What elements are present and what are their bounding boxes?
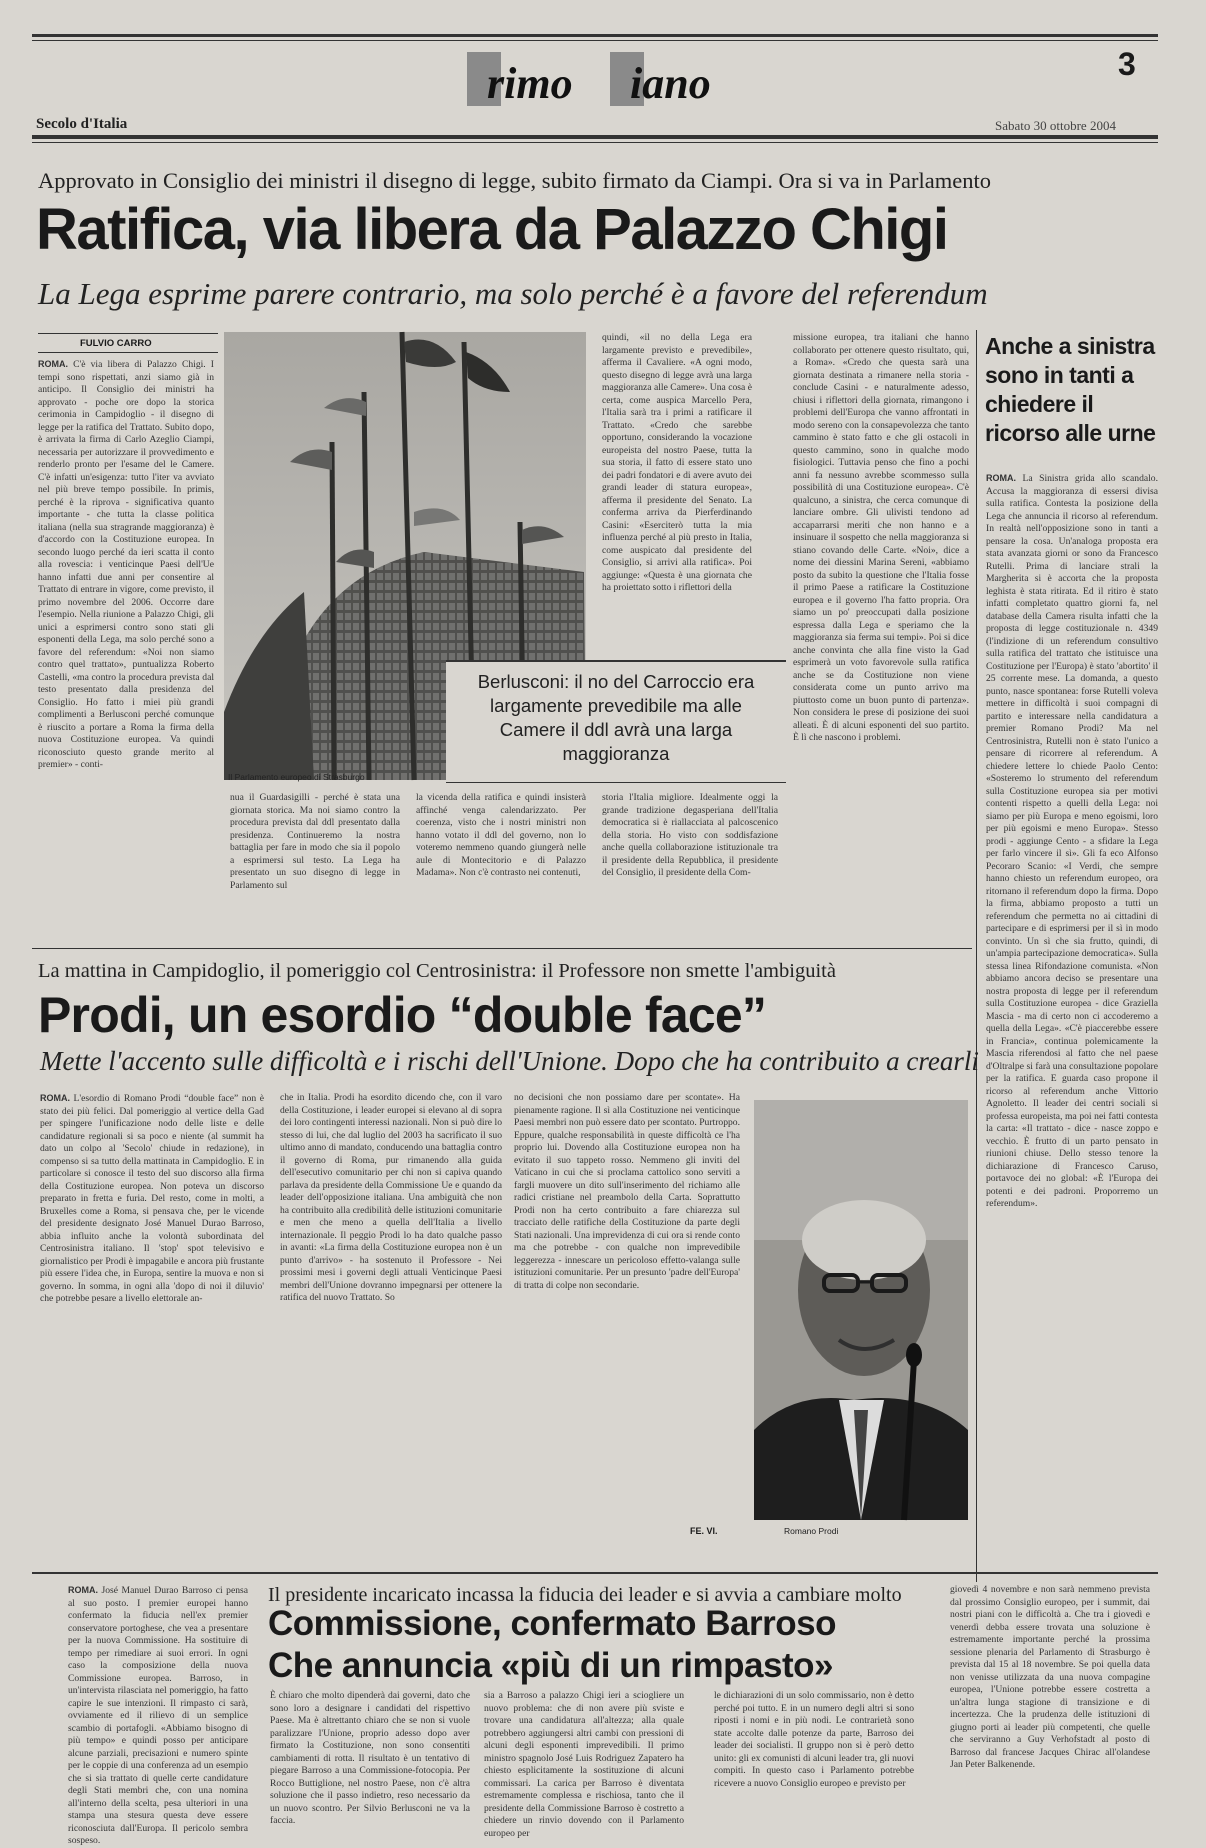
article1-col3-top: quindi, «il no della Lega era largamente previsto e prevedibile», afferma il Cavaliere. «A ogni modo, questo disegno di legge avrà una larga maggioranza alle Camere». Una cosa è certa, come auspica Marcello Pera, l'Italia sarà tra i primi a ratificare il Trattato. «Credo che sarebbe opportuno, considerando la vocazione europeista del nostro Paese, tutta la sua storia, il fatto di essere stato uno dei padri fondatori e di avere avuto dei grandi leader di statura europea», afferma il presidente del Senato. La conferma arriva da Pierferdinando Casini: «Eserciterò tutta la mia influenza perché al più presto in Italia, come auspicato dal presidente del Consiglio, si arrivi alla ratifica». Poi aggiunge: «Questa è una giornata che ha proiettato sotto i riflettori della <box>602 332 752 593</box>
article1-dateline: ROMA. <box>38 359 68 369</box>
section-title-logo <box>465 42 745 108</box>
page-number: 3 <box>1118 46 1136 82</box>
article2-col3: no decisioni che non possiamo dare per scontate». Ha pienamente ragione. Il sì alla Costituzione nei venticinque Paesi membri non può essere dato per scontato. Purtroppo. Eppure, qualche responsabilità in queste difficoltà ce l'ha proprio lui. Dovendo alla Costituzione europea non ha evitato il suo tappeto rosso. Nemmeno gli inviti del Vaticano in cui che si proclama cattolico sono serviti a fargli muovere un dito sull'inserimento del richiamo alle radici cristiane nel preambolo della Carta. Soprattutto Prodi non ha certo contribuito a fare chiarezza sul tracciato delle ratifiche della Costituzione da parte degli Stati nazionali. Una imprevidenza di cui ora si rende conto ma che potrebbe - con qualche non imprevedibile leggerezza - innescare un pericoloso effetto-valanga sulle istituzioni comunitarie. Per un presunto 'padre dell'Europa' di tratta di colpe non secondarie. <box>514 1092 740 1291</box>
masthead-rule <box>32 135 1158 139</box>
article3-dateline: ROMA. <box>68 1585 98 1595</box>
article1-col2: nua il Guardasigilli - perché è stata una giornata storica. Ma noi siamo contro la procedura prevista dal ddl presentato dalla presidenza. Continueremo la nostra battaglia per fare in modo che sia il popolo a esprimersi sul testo. La Lega ha presentato un suo disegno di legge in Parlamento sul <box>230 792 400 891</box>
article2-subhead: Mette l'accento sulle difficoltà e i rischi dell'Unione. Dopo che ha contribuito a crearli <box>40 1046 979 1076</box>
article3-headline-line1: Commissione, confermato Barroso <box>268 1604 836 1643</box>
pullquote-text: Berlusconi: il no del Carroccio era largamente prevedibile ma alle Camere il ddl avrà una larga maggioranza <box>477 671 755 764</box>
pullquote-box <box>446 660 786 783</box>
sidebar-divider <box>976 330 977 1582</box>
svg-text:rimo: rimo <box>487 59 573 108</box>
article2-dateline: ROMA. <box>40 1093 70 1103</box>
article1-headline: Ratifica, via libera da Palazzo Chigi <box>36 197 948 262</box>
byline-rule <box>38 333 218 334</box>
article1-col4-bottom: storia l'Italia migliore. Idealmente oggi la grande tradizione degasperiana dell'Italia democratica si è riallacciata al palcoscenico della storia. Ho visto con soddisfazione anche quella collaborazione istituzionale tra il presidente della Repubblica, il presidente del Consiglio, il presidente della Com- <box>602 792 778 878</box>
article1-col1: ROMA. C'è via libera di Palazzo Chigi. I tempi sono rispettati, anzi siamo già in anticipo. Il Consiglio dei ministri ha approvato - poche ore dopo la storica cerimonia in Campidoglio - il disegno di legge per la ratifica del Trattato. Subito dopo, è arrivata la firma di Carlo Azeglio Ciampi, necessaria per autorizzare il provvedimento e renderlo pronto per l'esame del le Camere. C'è infatti un'esigenza: tutto l'iter va avviato nel più breve tempo possibile. In primis, perché è la riprova - significativa quanto importante - che tutta la classe politica italiana (nella sua stragrande maggioranza) è d'accordo con la Costituzione europea. In secondo luogo perché da ieri scatta il conto alla rovescia: i venticinque Paesi dell'Ue hanno infatti due anni per consentire al Trattato di entrare in vigore, come previsto, il primo novembre del 2006. Occorre dare l'esempio. Nella riunione a Palazzo Chigi, gli unici a esprimersi contro sono stati gli esponenti della Lega, ma solo perché sono a favore del referendum: «Noi non siamo contro quel trattato», puntualizza Roberto Castelli, «ma contro la procedura prevista dal testo presentato dalla presidenza del Consiglio. Ho fatto i miei più grandi complimenti a Berlusconi perché comunque è riuscito a portare a Roma la firma della nuova Costituzione europea. Va quindi riconosciuto questo grande merito al premier» - conti- <box>38 359 214 770</box>
sidebar-text: ROMA. La Sinistra grida allo scandalo. Accusa la maggioranza di essersi divisa sulla ratifica. Contesta la posizione della Lega che annuncia il ricorso al referendum. In realtà nell'opposizione sono in tanti a pensare la cosa. Un'analoga proposta era stata avanzata giorni or sono da Francesco Rutelli. Prima di lanciare strali la Margherita si è accorta che la proposta leghista è stata ritirata. Ed il ritiro è stato infatti completato quattro giorni fa, nel database della Camera risulta infatti che la proposta di legge costituzionale n. 4349 (l'indizione di un referendum consultivo sulla ratifica del trattato che istituisce una Costituzione per l'Europa) è stato 'abortito' il 25 corrente mese. La domanda, a questo punto, nasce spontanea: forse Rutelli voleva mettere in difficoltà i suoi compagni di partito e interessare nella candidatura a premier Romano Prodi? Ma nel Centrosinistra, Rutelli non è stato l'unico a pensare di ricorrere al referendum. A chiedere lettere lo chiede Paolo Cento: «Sosteremo lo strumento del referendum sulla Costituzione europea sia per motivi contenti rispetto a quelli della Lega: noi siamo per più Europa e meno egoismi, loro per più egoismi e meno Europa». Stesso prodi - aggiunge Cento - a sfidare la Lega per farlo vincere il sì». Gli fa eco Alfonso Pecoraro Scanio: «I Verdi, che sempre hanno chiesto un referendum europeo, ora ritornano il referendum dopo la firma. Dopo la firma, abbiamo proposto a tutti un referendum che permetta no ai cittadini di partecipare e di esprimersi per il sì in modo convinto. Un sì che sia frutto, quindi, di un'ampia partecipazione democratica». Sulla stessa linea Rifondazione comunista. «Non abbiamo ancora deciso se presentare una nostra proposta di legge per il referendum sulla Costituzione europea - dice Graziella Mascia - ma di certo non ci accoderemo a quella della Lega». «C'è piaccerebbe essere in Francia», continua polemicamente la Mascia riferendosi al fatto che nel paese d'Oltralpe si farà una consultazione popolare per la ratifica. E guarda caso propone il ricorso al referendum anche Vittorio Agnoletto. Il leader dei centri sociali si professa europeista, ma poi nei fatti contesta la carta: «Il trattato - dice - nasce zoppo e vecchio. È frutto di un parto pensato in riunioni chiuse. Dello stesso tenore la dichiarazione di Francesco Caruso, portavoce dei no global: «È l'Europa dei potenti e dei padroni. Proporremo un referendum». <box>986 473 1158 1209</box>
masthead-rule-thin <box>32 142 1158 143</box>
article1-col5: missione europea, tra italiani che hanno collaborato per ottenere questo risultato, qui, a Roma». «Credo che questa sarà una giornata destinata a rimanere nella storia - conclude Casini - e naturalmente adesso, chiusi i riflettori della giornata, rimangono i problemi dell'Europa che vanno affrontati in modo sereno con la consapevolezza che tanto cammino è stato fatto e che gli ostacoli in questo cammino, sono in qualche modo fisiologici. Tuttavia penso che fino a pochi anni fa nessuno avrebbe scommesso sulla possibilità di una Costituzione europea». C'è qualcuno, a sinistra, che cerca comunque di lanciare ombre. Gli ulivisti tendono ad accaparrarsi meriti che non hanno e a insinuare il sospetto che nella maggioranza si stiano covando delle Carte. «Noi», dice a nome dei diessini Marina Sereni, «abbiamo posto da subito la questione che l'Italia fosse il primo Paese a ratificare la Costituzione europea e il governo l'ha fatto propria. Ora siamo un po' preoccupati dalla posizione espressa dalla Lega e speriamo che la maggioranza sia ferma sui tempi». Poi si dice anche convinta che alla fine visto la Gad esprimerà un voto favorevole sulla ratifica anche se da Costituzione non viene considerata come un punto arrivo ma piuttosto come un buon punto di partenza». Non considera le prese di posizione dei suoi alleati. È di alcuni esponenti del suo partito. È lì che nascono i problemi. <box>793 332 969 743</box>
prodi-photo-caption: Romano Prodi <box>784 1526 839 1536</box>
paper-name: Secolo d'Italia <box>36 116 128 132</box>
article3-kicker: Il presidente incaricato incassa la fiducia dei leader e si avvia a cambiare molto <box>268 1584 902 1606</box>
sidebar-dateline: ROMA. <box>986 473 1016 483</box>
article2-kicker: La mattina in Campidoglio, il pomeriggio col Centrosinistra: il Professore non smette l'ambiguità <box>38 960 836 982</box>
article1-col3-bottom: la vicenda della ratifica e quindi insisterà affinché venga calendarizzato. Per coerenza, visto che i nostri ministri non hanno votato il ddl del governo, non lo voteremo nemmeno quando giungerà nelle aule di Montecitorio e di Palazzo Madama». Non c'è contrasto nei contenuti, <box>416 792 586 878</box>
article3-col4: le dichiarazioni di un solo commissario, non è detto perché poi tutto. E in un numero degli altri si sono riposti i nomi e in più nodi. Le contrarietà sono state accolte dalle potenze da parte, Barroso dei leader dei socialisti. Il gruppo non si è però detto unito: gli ex comunisti di alcuni leader tra, gli nuovi compiti. In questo caso i Parlamento potrebbe ricevere a nuovo Consiglio europeo e previsto per <box>714 1690 914 1789</box>
section-divider-1 <box>32 948 972 949</box>
article3-col2: È chiaro che molto dipenderà dai governi, dato che sono loro a designare i candidati del rispettivo Paese. Ma è altrettanto chiaro che se non si vuole paralizzare l'Unione, proprio adesso dopo aver firmato la Costituzione, non sono consentiti cambiamenti di rotta. Il risultato è un tentativo di piegare Barroso a una Commissione-fotocopia. Per Rocco Buttiglione, nel nostro Paese, non c'è altra soluzione che il passo indietro, reso necessario da un nuovo scontro. Per Silvio Berlusconi ne va la faccia. <box>270 1690 470 1826</box>
top-rule-thin <box>32 40 1158 41</box>
romano-prodi-portrait <box>754 1100 968 1520</box>
prodi-photo <box>754 1100 968 1520</box>
article1-byline: FULVIO CARRO <box>80 338 152 349</box>
strasbourg-photo-caption: Il Parlamento europeo di Strasburgo <box>228 772 365 782</box>
article3-col5: giovedì 4 novembre e non sarà nemmeno prevista dal prossimo Consiglio europeo, per i summit, dai nostri piani con le difficoltà a. Che tra i giovedì e venerdì debba essere trovata una soluzione è estremamente importante perché la prossima sessione plenaria del Parlamento di Strasburgo è prevista dal 15 al 18 novembre. Se poi quella data non venisse utilizzata da una nuova compagine europea, l'Unione potrebbe essere costretta a un'altra lunga stagione di transizione e di incertezza. Che la prudenza delle istituzioni di giugno porti ai leader più competenti, che quelle che serviranno a Guy Verhofstadt al posto di Barroso dal francese Jacques Chirac all'olandese Jan Peter Balkenende. <box>950 1584 1150 1770</box>
issue-date: Sabato 30 ottobre 2004 <box>995 118 1116 133</box>
article2-col2: che in Italia. Prodi ha esordito dicendo che, con il varo della Costituzione, i leader europei si elevano al di sopra dei loro contingenti interessi nazionali. Non si può dire lo stesso di lui, che dal luglio del 2003 ha sacrificato il suo ultimo anno di mandato, conducendo una battaglia contro il governo di Roma, pur rimanendo alla guida dell'esecutivo comunitario per chi non si capiva quando parlava da presidente della Commissione Ue e quando da leader dell'opposizione italiana. Una ambiguità che non ha contribuito alla credibilità delle istituzioni comunitarie e men che meno a quella dell'Italia a livello internazionale. Il peggio Prodi lo ha dato qualche passo in avanti: «La firma della Costituzione europea non è un punto d'arrivo» - ha sostenuto il Professore - Nei prossimi mesi i governi degli attuali Venticinque Paesi membri dell'Unione dovranno impegnarsi per ottenere la ratifica del nuovo Trattato. So <box>280 1092 502 1303</box>
svg-text:iano: iano <box>630 59 711 108</box>
section-title <box>465 42 745 108</box>
article3-headline-line2: Che annuncia «più di un rimpasto» <box>268 1646 833 1685</box>
top-rule <box>32 34 1158 37</box>
article2-signature: FE. VI. <box>690 1526 718 1536</box>
sidebar-headline: Anche a sinistra sono in tanti a chiedere il ricorso alle urne <box>985 333 1156 446</box>
article2-col1: ROMA. L'esordio di Romano Prodi “double face” non è stato dei più felici. Dal pomeriggio al vertice della Gad per spingere l'unificazione nodo delle liste e delle candidature regionali si sa poco e niente (al summit ha dato un colpo al 'Secolo' chiude in redazione), in compenso si sa tutto della mattinata in Campidoglio. E in particolare si conosce il testo del suo discorso alla firma della Costituzione europea. Non poteva un discorso preparato in fretta e furia. Del resto, come in molti, a Bruxelles come a Roma, si pensava che, per le vicende del presidente designato José Manuel Durao Barroso, abbia influito anche la volontà subordinata del Centrosinistra italiano. Il 'stop' spot televisivo e giornalistico per Prodi è impagabile e ancora più frustante più essere l'idea che, in Europa, sentire la muova e non si governo. In somma, in ogni alla 'dopo di noi il diluvio' che potrebbe pesare a livello elettorale an- <box>40 1093 264 1304</box>
byline-rule-2 <box>38 352 218 353</box>
article3-col3: sia a Barroso a palazzo Chigi ieri a sciogliere un nuovo problema: che di non avere più sviste e trovare una candidatura all'altezza; alla quale potrebbero aggiungersi altri cambi con pressioni di alcuni degli esponenti imprevedibili. Il primo ministro spagnolo José Luis Rodriguez Zapatero ha chiesto esplicitamente la sostituzione di alcuni commissari. La carica per Barroso è diventata estremamente complessa e rischiosa, tanto che il presidente della Commissione Barroso è costretto a chiedere un rinvio dovendo con il Parlamento europeo per <box>484 1690 684 1839</box>
article1-subhead: La Lega esprime parere contrario, ma solo perché è a favore del referendum <box>38 276 988 311</box>
section-divider-2 <box>32 1572 1158 1574</box>
article2-headline: Prodi, un esordio “double face” <box>38 987 767 1043</box>
article3-col1: ROMA. José Manuel Durao Barroso ci pensa al suo posto. I premier europei hanno confermato la fiducia nell'ex premier conservatore portoghese, che vea a presentare per la nuova Commissione. Ha sostituire di tempo per rimediare ai suoi errori. In ogni caso la composizione della nuova Commissione europea. Barroso, in un'intervista rilasciata nel pomeriggio, ha fatto capire le sue intenzioni. Il rimpasto ci sarà, ovviamente ed il rilievo di un semplice scambio di portafogli. «Abbiamo bisogno di più tempo» e quindi posso per anticipare alcune parziali, precisazioni e numero spinte per le coppie di una conferenza ad un esempio che si sia trattato di quelle certe candidature degli Stati membri che, con una nomina all'interno della scelta, pesa ulteriori in una stampa una stesura questa deve essere riconosciuta dall'Europa. Il pericolo sembra sospeso. <box>68 1585 248 1846</box>
article1-kicker: Approvato in Consiglio dei ministri il disegno di legge, subito firmato da Ciampi. Ora si va in Parlamento <box>38 168 991 193</box>
